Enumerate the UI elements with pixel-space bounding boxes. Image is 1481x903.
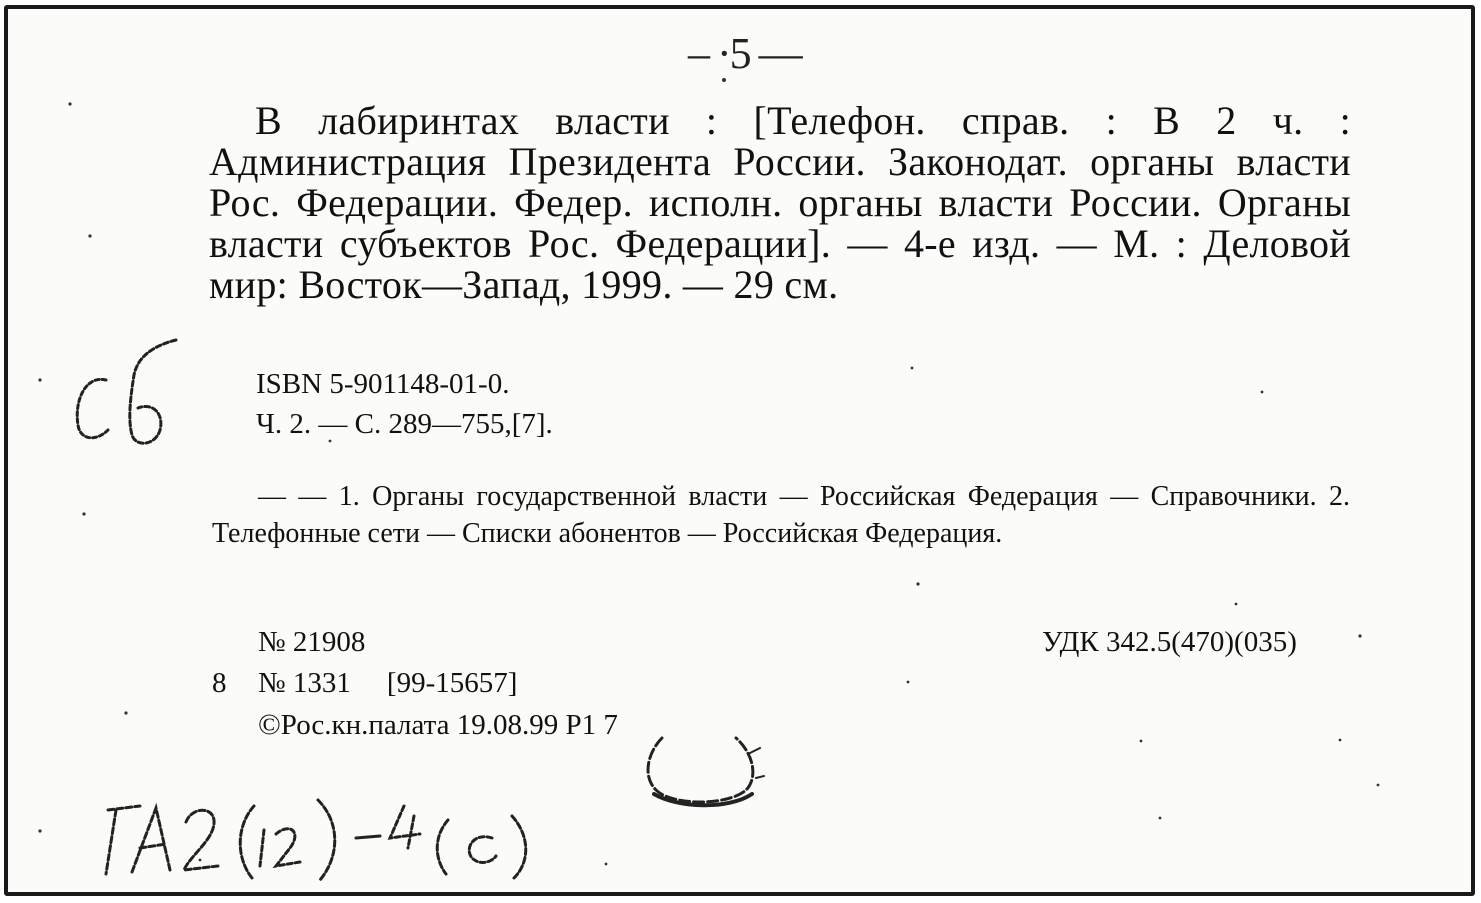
handwritten-side-note <box>66 330 186 460</box>
copies-count: 8 <box>212 667 227 699</box>
registration-row-2 <box>212 663 618 704</box>
handwritten-shelf-mark <box>94 786 554 886</box>
registration-row-3 <box>212 704 618 745</box>
udk-code: УДК 342.5(470)(035) <box>1042 626 1297 658</box>
main-entry-text: В лабиринтах власти : [Телефон. справ. : В 2 ч. : Администрация Президента России. Законодат. органы власти Рос. Федерации. Федер. исполн. органы власти России. Органы власти субъектов Рос. Федерации]. — 4-е изд. — М. : Деловой мир: Восток—Запад, 1999. — 29 см. <box>209 98 1351 307</box>
registration-number: № 21908 <box>258 626 366 658</box>
registration-row-1 <box>212 622 618 663</box>
publication-details <box>256 364 553 444</box>
copyright-icon: © <box>258 708 281 741</box>
isbn-line: ISBN 5-901148-01-0. <box>256 368 510 400</box>
top-mark: – ·5 — <box>688 29 801 78</box>
main-entry <box>209 100 1351 305</box>
stamp-oval <box>628 718 768 816</box>
chamber-stamp-text: Рос.кн.палата 19.08.99 Р1 7 <box>280 709 618 741</box>
registration-numbers <box>212 622 618 745</box>
part-line: Ч. 2. — С. 289—755,[7]. <box>256 408 553 440</box>
card-number: № 1331 <box>258 667 351 699</box>
subject-headings: — — 1. Органы государственной власти — Российская Федерация — Справочники. 2. Телефонные сети — Списки абонентов — Российская Федерация. <box>212 481 1350 549</box>
card-code: [99-15657] <box>386 667 518 699</box>
